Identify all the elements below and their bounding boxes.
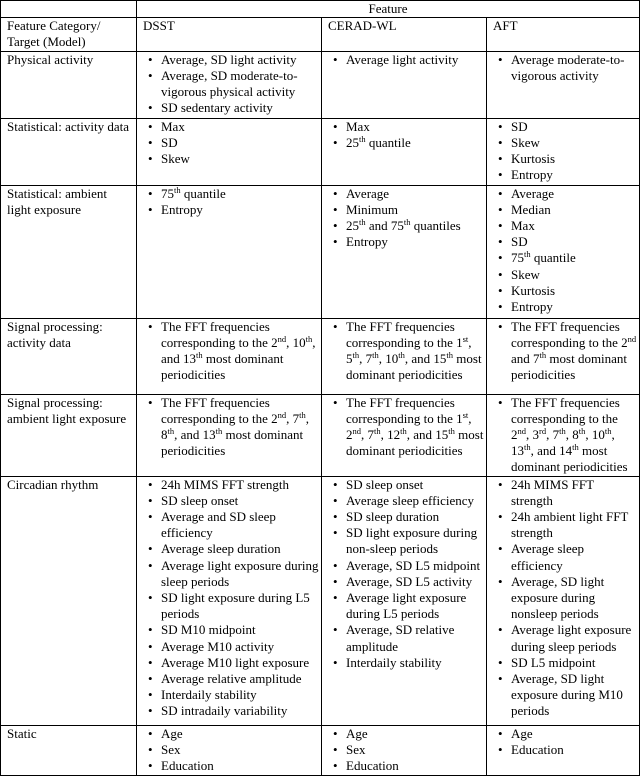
ordinal-suffix: nd <box>517 426 526 437</box>
list-item: • 75th quantile <box>493 250 637 266</box>
bullet-list <box>143 395 319 460</box>
table-row <box>1 725 640 775</box>
list-item: • 24h ambient light FFT strength <box>493 509 637 541</box>
bullet-list <box>328 52 484 68</box>
bullet-list <box>328 477 484 671</box>
list-item: • Max <box>143 119 319 135</box>
bullet-list <box>493 119 637 184</box>
feature-list-cell-aft <box>487 118 640 185</box>
list-item: • SD sleep onset <box>328 477 484 493</box>
column-header-cerad-wl: CERAD-WL <box>322 18 487 51</box>
feature-list-cell-cerad-wl <box>322 118 487 185</box>
feature-list-cell-aft <box>487 725 640 775</box>
ordinal-suffix: th <box>539 350 547 361</box>
list-item: • Average light exposure during L5 periods <box>328 590 484 622</box>
feature-list-cell-dsst <box>137 476 322 725</box>
bullet-list <box>143 186 319 218</box>
list-item: • Entropy <box>493 167 637 183</box>
list-item: • Skew <box>493 267 637 283</box>
ordinal-suffix: st <box>462 409 469 420</box>
list-item: • SD sedentary activity <box>143 100 319 116</box>
list-item: • Age <box>143 726 319 742</box>
bullet-list <box>328 726 484 775</box>
list-item: • Average light exposure during sleep periods <box>143 558 319 590</box>
list-item: • The FFT frequencies corresponding to the 1st, 5th, 7th, 10th, and 15th most dominant periodicities <box>328 319 484 384</box>
list-item: • Interdaily stability <box>328 655 484 671</box>
list-item: • Average M10 light exposure <box>143 655 319 671</box>
list-item: • Max <box>493 218 637 234</box>
feature-category-cell: Signal processing: activity data <box>1 318 137 394</box>
list-item: • The FFT frequencies corresponding to the 2nd, 3rd, 7th, 8th, 10th, 13th, and 14th most dominant periodicities <box>493 395 637 476</box>
list-item: • Average sleep efficiency <box>493 541 637 573</box>
bullet-list <box>328 395 484 460</box>
list-item: • SD <box>143 135 319 151</box>
feature-list-cell-dsst <box>137 394 322 476</box>
table-body <box>1 51 640 775</box>
list-item: • Average M10 activity <box>143 639 319 655</box>
ordinal-suffix: th <box>403 217 411 228</box>
list-item: • Sex <box>143 742 319 758</box>
list-item: • Entropy <box>143 202 319 218</box>
list-item: • 24h MIMS FFT strength <box>493 477 637 509</box>
table-row <box>1 318 640 394</box>
ordinal-suffix: nd <box>277 333 287 344</box>
list-item: • Average light exposure during sleep periods <box>493 622 637 654</box>
table-row <box>1 118 640 185</box>
ordinal-suffix: th <box>352 350 360 361</box>
list-item: • Average, SD L5 activity <box>328 574 484 590</box>
bullet-list <box>143 119 319 168</box>
list-item: • SD <box>493 234 637 250</box>
list-item: • SD sleep onset <box>143 493 319 509</box>
feature-list-cell-dsst <box>137 118 322 185</box>
bullet-list <box>328 319 484 384</box>
column-header-aft: AFT <box>487 18 640 51</box>
category-column-header: Feature Category/ Target (Model) <box>1 18 137 51</box>
list-item: • Education <box>328 758 484 774</box>
bullet-list <box>143 319 319 384</box>
bullet-list <box>493 477 637 720</box>
list-item: • The FFT frequencies corresponding to the 1st, 2nd, 7th, 12th, and 15th most dominant periodicities <box>328 395 484 460</box>
bullet-list <box>143 52 319 117</box>
ordinal-suffix: th <box>578 426 586 437</box>
ordinal-suffix: th <box>174 184 181 195</box>
feature-list-cell-dsst <box>137 51 322 118</box>
list-item: • Interdaily stability <box>143 687 319 703</box>
ordinal-suffix: th <box>448 426 455 437</box>
feature-list-cell-cerad-wl <box>322 185 487 318</box>
list-item: • Average moderate-to-vigorous activity <box>493 52 637 84</box>
ordinal-suffix: th <box>374 426 381 437</box>
list-item: • The FFT frequencies corresponding to the 2nd, 7th, 8th, and 13th most dominant periodicities <box>143 395 319 460</box>
feature-list-cell-aft <box>487 51 640 118</box>
list-item: • SD M10 midpoint <box>143 622 319 638</box>
table-row <box>1 476 640 725</box>
list-item: • Age <box>493 726 637 742</box>
list-item: • Education <box>143 758 319 774</box>
list-item: • Education <box>493 742 637 758</box>
feature-category-cell: Statistical: ambient light exposure <box>1 185 137 318</box>
ordinal-suffix: nd <box>627 333 637 344</box>
list-item: • The FFT frequencies corresponding to the 2nd and 7th most dominant periodicities <box>493 319 637 384</box>
ordinal-suffix: th <box>400 426 407 437</box>
ordinal-suffix: th <box>215 426 223 437</box>
list-item: • Average sleep efficiency <box>328 493 484 509</box>
feature-category-cell: Signal processing: ambient light exposure <box>1 394 137 476</box>
list-item: • Kurtosis <box>493 283 637 299</box>
bullet-list <box>493 52 637 84</box>
ordinal-suffix: th <box>196 350 203 361</box>
list-item: • Median <box>493 202 637 218</box>
table-row <box>1 185 640 318</box>
list-item: • Average, SD moderate-to-vigorous physical activity <box>143 68 319 100</box>
list-item: • 25th and 75th quantiles <box>328 218 484 234</box>
bullet-list <box>143 477 319 720</box>
list-item: • SD <box>493 119 637 135</box>
list-item: • Age <box>328 726 484 742</box>
list-item: • SD sleep duration <box>328 509 484 525</box>
ordinal-suffix: th <box>305 333 313 344</box>
ordinal-suffix: st <box>462 333 469 344</box>
ordinal-suffix: th <box>299 409 306 420</box>
list-item: • Average, SD L5 midpoint <box>328 558 484 574</box>
ordinal-suffix: th <box>398 350 405 361</box>
list-item: • 24h MIMS FFT strength <box>143 477 319 493</box>
list-item: • Average <box>493 186 637 202</box>
ordinal-suffix: th <box>524 442 531 453</box>
bullet-list <box>493 726 637 758</box>
ordinal-suffix: th <box>604 426 612 437</box>
feature-list-cell-aft <box>487 185 640 318</box>
list-item: • Average sleep duration <box>143 541 319 557</box>
ordinal-suffix: th <box>359 217 366 228</box>
feature-list-cell-dsst <box>137 725 322 775</box>
feature-list-cell-cerad-wl <box>322 725 487 775</box>
list-item: • Average <box>328 186 484 202</box>
list-item: • Sex <box>328 742 484 758</box>
list-item: • Entropy <box>493 299 637 315</box>
list-item: • SD L5 midpoint <box>493 655 637 671</box>
feature-list-cell-aft <box>487 476 640 725</box>
list-item: • SD light exposure during non-sleep periods <box>328 525 484 557</box>
feature-list-cell-cerad-wl <box>322 476 487 725</box>
feature-list-cell-dsst <box>137 318 322 394</box>
feature-category-cell: Physical activity <box>1 51 137 118</box>
list-item: • Entropy <box>328 234 484 250</box>
list-item: • Average light activity <box>328 52 484 68</box>
list-item: • The FFT frequencies corresponding to the 2nd, 10th, and 13th most dominant periodicities <box>143 319 319 384</box>
feature-category-cell: Circadian rhythm <box>1 476 137 725</box>
bullet-list <box>328 119 484 151</box>
ordinal-suffix: th <box>167 426 175 437</box>
ordinal-suffix: nd <box>352 426 361 437</box>
list-item: • 25th quantile <box>328 135 484 151</box>
bullet-list <box>143 726 319 775</box>
ordinal-suffix: th <box>372 350 379 361</box>
list-item: • Average and SD sleep efficiency <box>143 509 319 541</box>
bullet-list <box>328 186 484 251</box>
list-item: • Max <box>328 119 484 135</box>
list-item: • SD light exposure during L5 periods <box>143 590 319 622</box>
ordinal-suffix: nd <box>277 409 287 420</box>
ordinal-suffix: th <box>446 350 454 361</box>
feature-category-cell: Statistical: activity data <box>1 118 137 185</box>
ordinal-suffix: th <box>559 426 566 437</box>
list-item: • Average, SD relative amplitude <box>328 622 484 654</box>
feature-list-cell-dsst <box>137 185 322 318</box>
column-header-dsst: DSST <box>137 18 322 51</box>
list-item: • Skew <box>493 135 637 151</box>
feature-list-cell-aft <box>487 318 640 394</box>
list-item: • 75th quantile <box>143 186 319 202</box>
feature-category-cell: Static <box>1 725 137 775</box>
list-item: • SD intradaily variability <box>143 703 319 719</box>
list-item: • Average relative amplitude <box>143 671 319 687</box>
list-item: • Average, SD light activity <box>143 52 319 68</box>
table-corner-cell <box>1 1 137 18</box>
feature-list-cell-cerad-wl <box>322 51 487 118</box>
feature-list-cell-aft <box>487 394 640 476</box>
table-row <box>1 51 640 118</box>
list-item: • Average, SD light exposure during M10 periods <box>493 671 637 720</box>
bullet-list <box>493 319 637 384</box>
list-item: • Skew <box>143 151 319 167</box>
bullet-list <box>493 395 637 476</box>
feature-list-cell-cerad-wl <box>322 394 487 476</box>
ordinal-suffix: th <box>359 133 366 144</box>
ordinal-suffix: rd <box>539 426 547 437</box>
bullet-list <box>493 186 637 316</box>
table-row <box>1 394 640 476</box>
list-item: • Kurtosis <box>493 151 637 167</box>
ordinal-suffix: th <box>524 249 531 260</box>
feature-super-header: Feature <box>137 1 640 18</box>
list-item: • Minimum <box>328 202 484 218</box>
feature-list-cell-cerad-wl <box>322 318 487 394</box>
ordinal-suffix: th <box>572 442 579 453</box>
list-item: • Average, SD light exposure during nonsleep periods <box>493 574 637 623</box>
